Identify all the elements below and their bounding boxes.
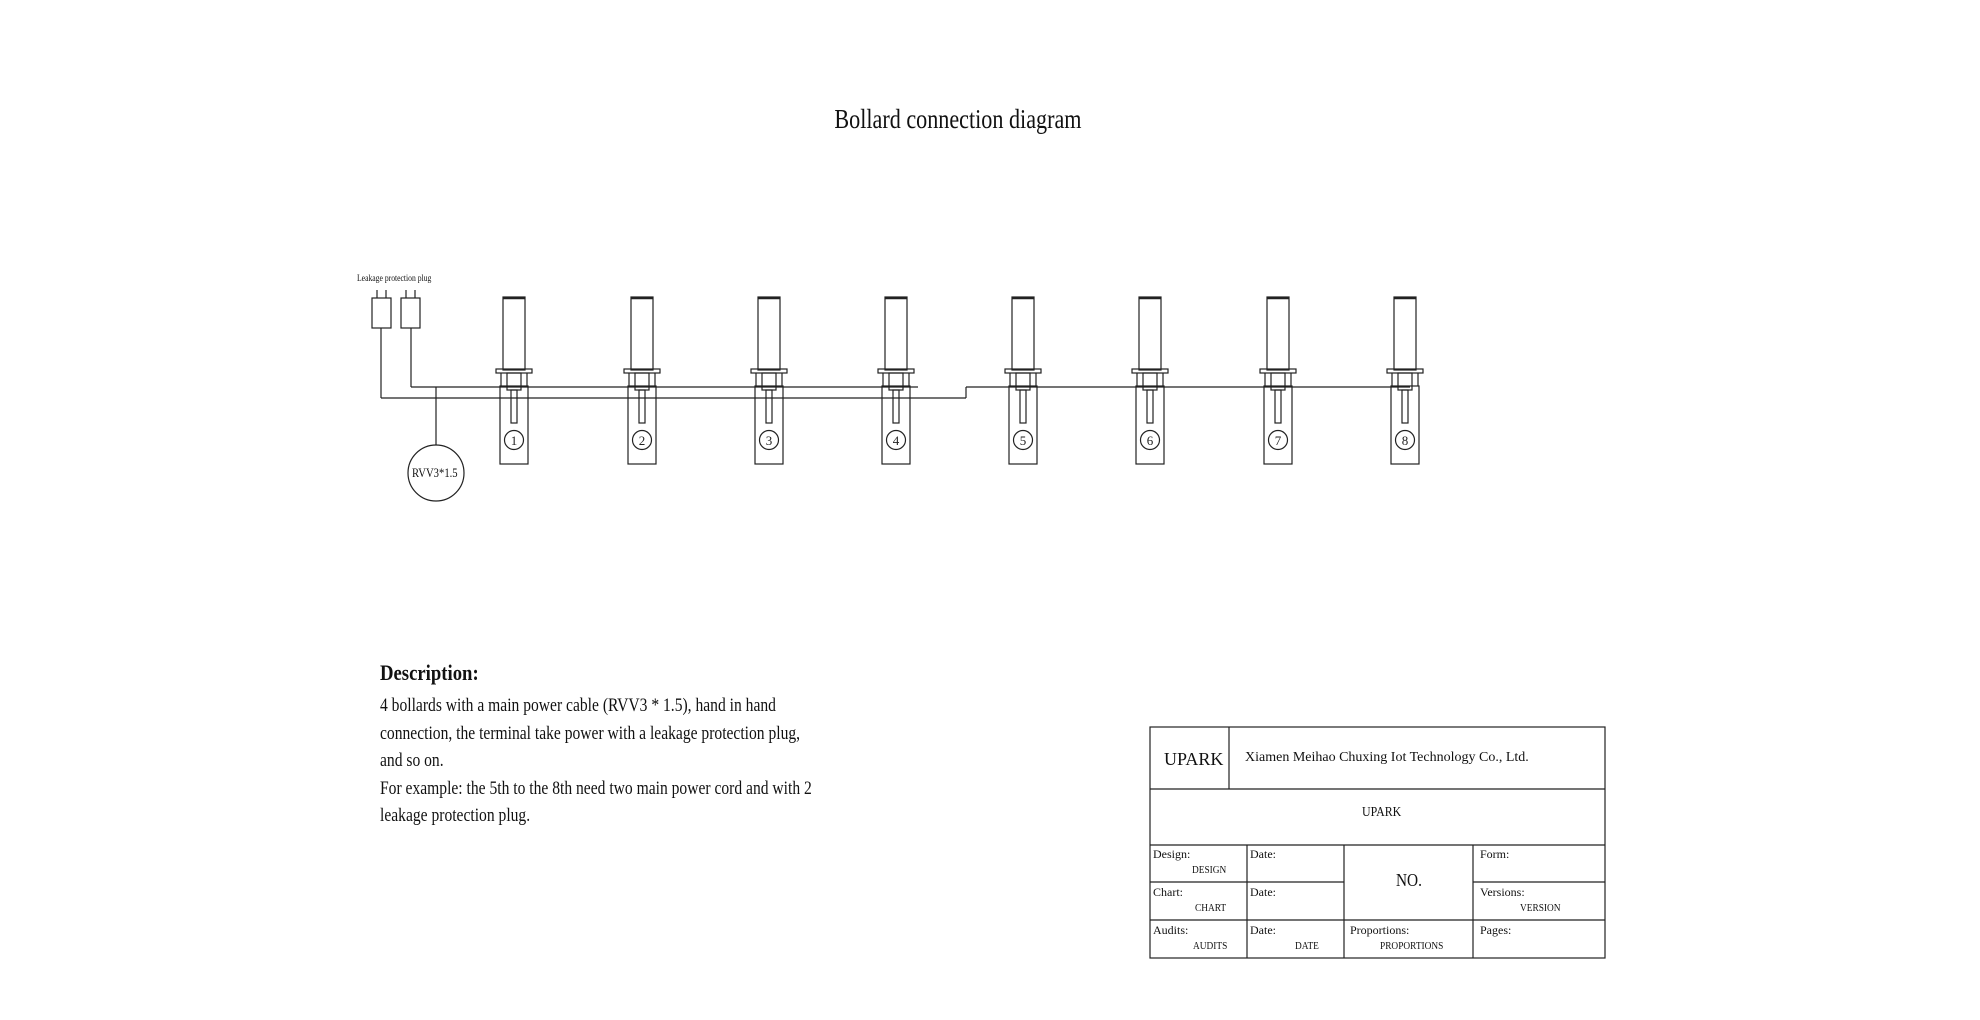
proportions-value: PROPORTIONS xyxy=(1380,940,1444,952)
audits-value: AUDITS xyxy=(1193,940,1228,952)
description-line: and so on. xyxy=(380,750,444,771)
bollard xyxy=(1005,297,1041,464)
bollard xyxy=(1387,297,1423,464)
date-value: DATE xyxy=(1295,940,1319,952)
design-value: DESIGN xyxy=(1192,864,1227,876)
bollard-number: 4 xyxy=(892,433,900,448)
bollard-number: 1 xyxy=(510,433,518,448)
form-label: Form: xyxy=(1480,847,1510,861)
audits-label: Audits: xyxy=(1153,923,1189,937)
leakage-plug-2 xyxy=(401,290,420,328)
date-label: Date: xyxy=(1250,847,1276,861)
description-block xyxy=(380,660,1000,830)
title-block-project: UPARK xyxy=(1362,805,1402,820)
description-line: For example: the 5th to the 8th need two main power cord and with 2 xyxy=(380,777,812,799)
bollard xyxy=(751,297,787,464)
leakage-plug-label: Leakage protection plug xyxy=(357,273,432,283)
date-label: Date: xyxy=(1250,923,1276,937)
drawing-number-label: NO. xyxy=(1396,870,1422,890)
pages-label: Pages: xyxy=(1480,923,1512,937)
bollard xyxy=(1260,297,1296,464)
bollard xyxy=(624,297,660,464)
bollard-number: 3 xyxy=(765,433,773,448)
bollard-number: 2 xyxy=(638,433,646,448)
proportions-label: Proportions: xyxy=(1350,923,1410,937)
title-block-logo: UPARK xyxy=(1164,749,1224,769)
bollard-number: 8 xyxy=(1401,433,1409,448)
bollard xyxy=(496,297,532,464)
description-line: leakage protection plug. xyxy=(380,805,531,826)
description-line: connection, the terminal take power with a leakage protection plug, xyxy=(380,722,801,744)
versions-label: Versions: xyxy=(1480,885,1525,899)
bollard-number: 6 xyxy=(1146,433,1154,448)
title-block-company: Xiamen Meihao Chuxing Iot Technology Co., Ltd. xyxy=(1245,750,1529,765)
date-label: Date: xyxy=(1250,885,1276,899)
bollards xyxy=(496,297,1423,464)
design-label: Design: xyxy=(1153,847,1191,861)
page-title: Bollard connection diagram xyxy=(834,104,1082,134)
bollard xyxy=(878,297,914,464)
chart-value: CHART xyxy=(1195,902,1227,914)
bollard xyxy=(1132,297,1168,464)
description-heading: Description: xyxy=(380,660,479,685)
bollard-number: 5 xyxy=(1019,433,1027,448)
description-line: 4 bollards with a main power cable (RVV3 * 1.5), hand in hand xyxy=(380,695,776,716)
bollard-number: 7 xyxy=(1274,433,1282,448)
leakage-plug-1 xyxy=(372,290,391,328)
cable-tag-label: RVV3*1.5 xyxy=(412,465,458,480)
chart-label: Chart: xyxy=(1153,885,1183,899)
versions-value: VERSION xyxy=(1520,902,1561,914)
